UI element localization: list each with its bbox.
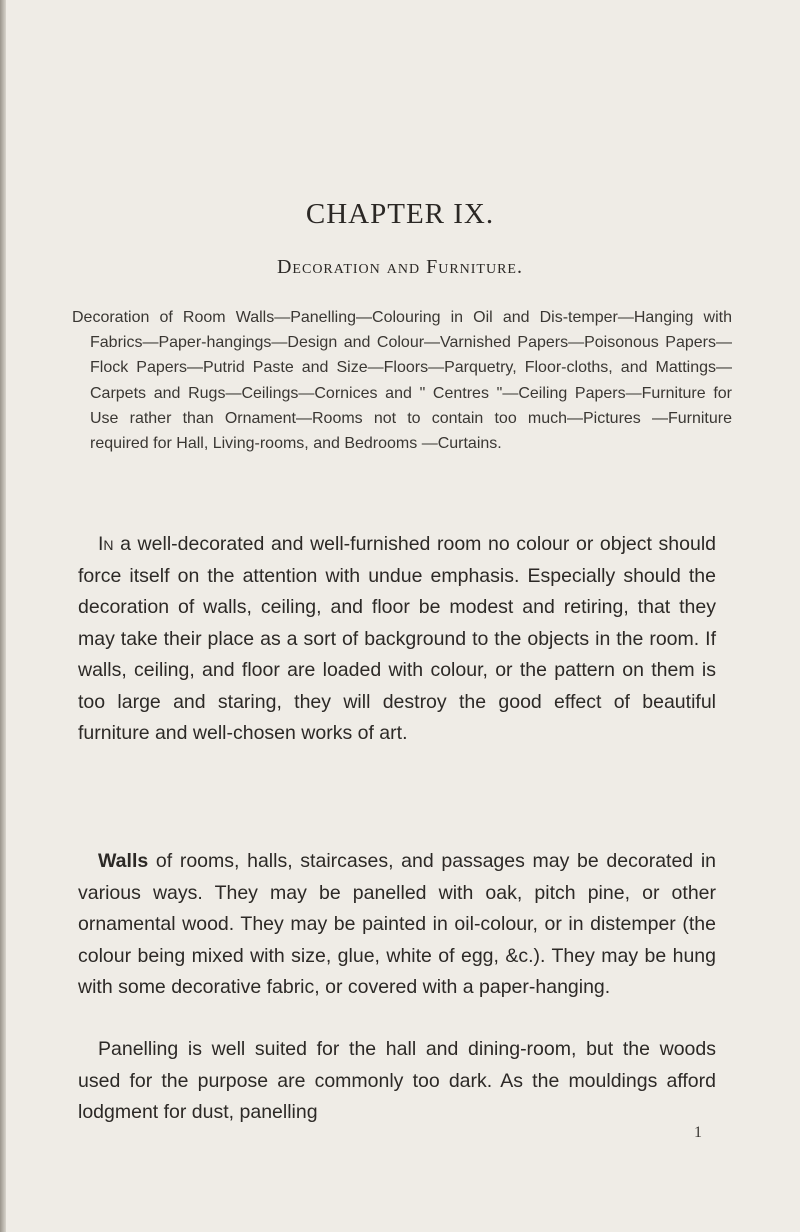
chapter-title: Decoration and Furniture.: [276, 256, 523, 278]
paragraph-2-text: of rooms, halls, staircases, and passages may be decorated in various ways. They may be panelled with oak, pitch pine, or other ornamental wood. They may be painted in oil-colour, or in distemper (the colour being mixed with size, glue, white of egg, &c.). They may be hung with some decorative fabric, or covered with a paper-hanging.: [78, 850, 716, 998]
paragraph-1-lead: In: [98, 533, 114, 555]
page-number: 1: [694, 1124, 702, 1141]
paragraph-2-lead: Walls: [98, 850, 149, 872]
chapter-summary: Decoration of Room Walls—Panelling—Colouring in Oil and Dis-temper—Hanging with Fabrics—Paper-hangings—Design and Colour—Varnished Papers—Poisonous Papers—Flock Papers—Putrid Paste and Size—Floors—Parquetry, Floor-cloths, and Mattings—Carpets and Rugs—Ceilings—Cornices and " Centres "—Ceiling Papers—Furniture for Use rather than Ornament—Rooms not to contain too much—Pictures —Furniture required for Hall, Living-rooms, and Bedrooms —Curtains.: [72, 309, 732, 453]
chapter-heading: CHAPTER IX.: [305, 198, 495, 230]
paragraph-3: [78, 1034, 716, 1129]
paragraph-1: [78, 529, 716, 750]
paragraph-3-text: Panelling is well suited for the hall and dining-room, but the woods used for the purpose are commonly too dark. As the mouldings afford lodgment for dust, panelling: [78, 1038, 716, 1123]
paragraph-1-text: a well-decorated and well-furnished room no colour or object should force itself on the attention with undue emphasis. Especially should the decoration of walls, ceiling, and floor be modest and retiring, that they may take their place as a sort of background to the objects in the room. If walls, ceiling, and floor are loaded with colour, or the pattern on them is too large and staring, they will destroy the good effect of beautiful furniture and well-chosen works of art.: [78, 533, 716, 744]
paragraph-2: [78, 846, 716, 1004]
